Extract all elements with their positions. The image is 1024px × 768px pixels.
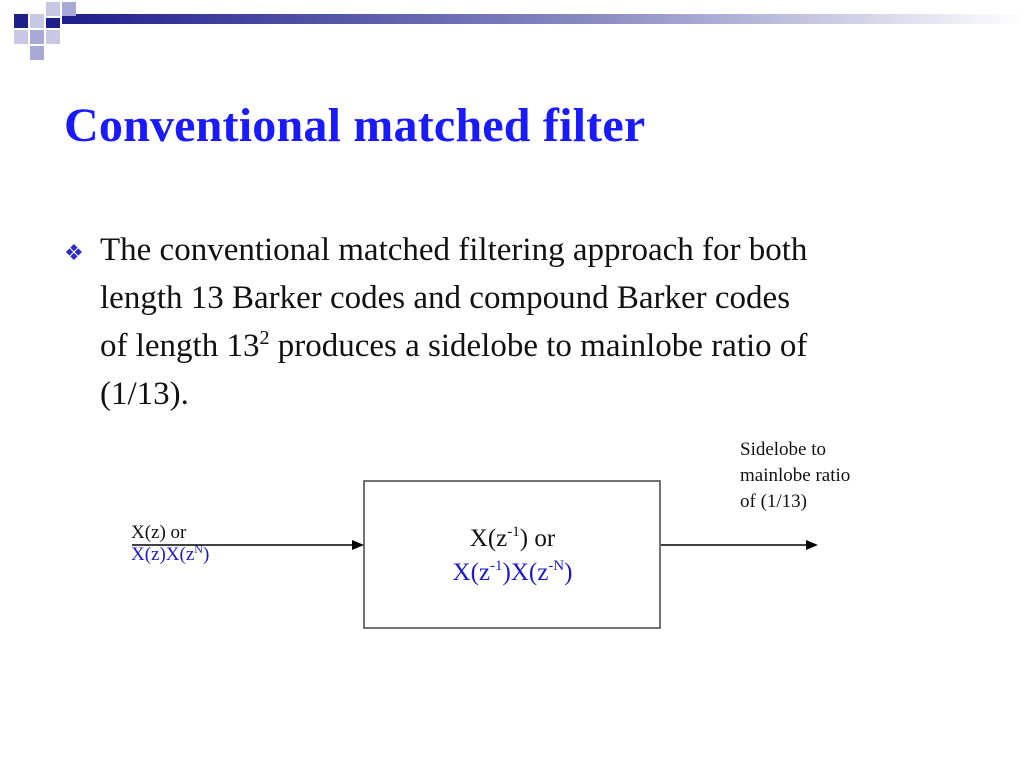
filter-label — [364, 522, 661, 590]
bullet-line: The conventional matched filtering approach for both — [100, 232, 808, 268]
bullet-line: (1/13). — [100, 376, 189, 412]
bullet-line: length 13 Barker codes and compound Barker codes — [100, 280, 791, 316]
output-label — [740, 437, 900, 515]
output-label-line: Sidelobe to — [740, 439, 827, 460]
filter-label-line: $X(z^{-1})$ or — [469, 524, 556, 552]
superscript: 2 — [259, 327, 270, 349]
slide-title: Conventional matched filter — [64, 99, 646, 152]
filter-label-line: $X(z^{-1})X(z^{-N})$ — [452, 558, 573, 586]
input-arrowhead — [352, 540, 364, 550]
diamond-bullet-icon: ❖ — [64, 240, 84, 265]
input-label-line: X(z) or — [131, 522, 187, 543]
input-label — [131, 522, 209, 566]
bullet-text-fragment: produces a sidelobe to mainlobe ratio of — [269, 328, 808, 364]
output-label-line: of (1/13) — [740, 491, 808, 512]
bullet-text-fragment: of length 13 — [100, 328, 260, 364]
output-arrowhead — [806, 540, 818, 550]
input-label-line: $X(z)X(z^N)$ — [131, 542, 210, 565]
output-label-line: mainlobe ratio — [740, 465, 851, 486]
